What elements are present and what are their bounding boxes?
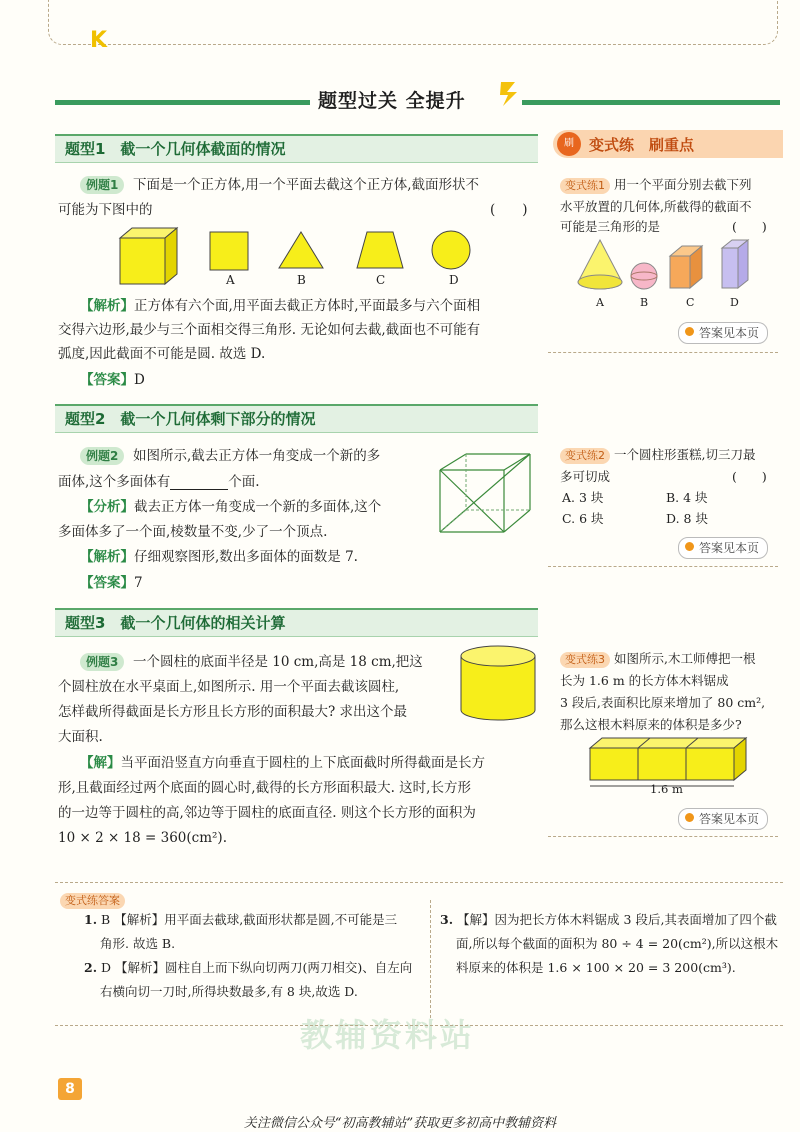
section-header-1: 题型1 截一个几何体截面的情况	[55, 134, 538, 163]
section-header-2: 题型2 截一个几何体剩下部分的情况	[55, 404, 538, 433]
ex1-jiexi-3: 弧度,因此截面不可能是圆. 故选 D.	[58, 346, 266, 362]
page-number: 8	[58, 1078, 82, 1100]
pin-icon	[685, 813, 694, 822]
cone-figure	[578, 240, 622, 289]
ex2-tag: 例题2	[80, 447, 124, 465]
v2-opt-d: D. 8 块	[666, 511, 708, 526]
side-header: 刷 变式练 刷重点	[553, 130, 783, 158]
ex3-jie-2: 形,且截面经过两个底面的圆心时,截得的长方形面积最大. 这时,长方形	[58, 780, 471, 796]
v3-tag: 变式练3	[560, 652, 610, 668]
answer-2-line2: 右横向切一刀时,所得块数最多,有 8 块,故选 D.	[100, 984, 358, 999]
ex1-label-a: A	[226, 273, 235, 287]
answer-3-line1: 3. 【解】因为把长方体木料锯成 3 段后,其表面增加了四个截	[440, 912, 777, 927]
ex3-jie-1: 【解】当平面沿竖直方向垂直于圆柱的上下底面截时所得截面是长方	[80, 755, 485, 771]
ex3-line2: 个圆柱放在水平桌面上,如图所示. 用一个平面去截该圆柱,	[58, 679, 400, 695]
triangle-figure	[279, 232, 323, 268]
v1-label-a: A	[596, 296, 604, 309]
lightning-icon	[497, 80, 521, 108]
ex2-blank	[170, 475, 228, 490]
v2-opt-b: B. 4 块	[666, 490, 708, 505]
v3-length-label: 1.6 m	[650, 782, 683, 796]
ex3-line4: 大面积.	[58, 729, 103, 745]
ex2-answer: 【答案】7	[80, 575, 143, 591]
v1-line2: 水平放置的几何体,所截得的截面不	[560, 199, 752, 214]
ex1-label-c: C	[376, 273, 386, 287]
ex1-label-d: D	[449, 273, 459, 287]
top-frame	[48, 0, 778, 45]
ex1-jiexi-2: 交得六边形,最少与三个面相交得三角形. 无论如何去截,截面也不可能有	[58, 322, 481, 338]
answer-3-line3: 料原来的体积是 1.6 × 100 × 20 = 3 200(cm³).	[456, 960, 736, 975]
v1-answer-button[interactable]: 答案见本页	[678, 322, 768, 344]
v2-opt-a: A. 3 块	[562, 490, 604, 505]
answer-1-line2: 角形. 故选 B.	[100, 936, 176, 951]
v2-answer-button[interactable]: 答案见本页	[678, 537, 768, 559]
answer-2-line1: 2. D 【解析】圆柱自上而下纵向切两刀(两刀相交)、自左向	[84, 960, 413, 975]
circle-figure	[432, 231, 470, 269]
ex1-answer: 【答案】D	[80, 372, 145, 388]
ex2-jiexi: 【解析】仔细观察图形,数出多面体的面数是 7.	[80, 549, 358, 565]
ex2-line2: 面体,这个多面体有 个面.	[58, 474, 260, 490]
side-divider-1	[548, 352, 778, 353]
section-header-3: 题型3 截一个几何体的相关计算	[55, 608, 538, 637]
v2-line1: 变式练2 一个圆柱形蛋糕,切三刀最	[560, 444, 755, 466]
ex3-jie-4: 10 × 2 × 18 = 360(cm²).	[58, 830, 227, 846]
watermark: 教辅资料站	[300, 1016, 476, 1054]
v1-label-b: B	[640, 296, 649, 309]
ex3-line1: 例题3 一个圆柱的底面半径是 10 cm,高是 18 cm,把这	[80, 650, 423, 674]
ex3-tag: 例题3	[80, 653, 124, 671]
banner-line-left	[55, 100, 310, 105]
ex3-jie-3: 的一边等于圆柱的高,邻边等于圆柱的底面直径. 则这个长方形的面积为	[58, 805, 476, 821]
square-figure	[210, 232, 248, 270]
v3-line1: 变式练3 如图所示,木工师傅把一根	[560, 648, 755, 670]
ex2-fenxi-1: 【分析】截去正方体一角变成一个新的多面体,这个	[80, 499, 382, 515]
answers-tag: 变式练答案	[60, 892, 125, 909]
v2-opt-c: C. 6 块	[562, 511, 604, 526]
v1-paren: ( )	[732, 219, 767, 234]
answers-divider	[430, 900, 431, 1018]
v3-line4: 那么这根木料原来的体积是多少?	[560, 717, 742, 732]
trapezoid-figure	[357, 232, 403, 268]
ex2-cut-cube-figure	[432, 452, 538, 540]
v1-label-d: D	[730, 296, 739, 309]
ex1-tag: 例题1	[80, 176, 124, 194]
answer-1-line1: 1. B 【解析】用平面去截球,截面形状都是圆,不可能是三	[84, 912, 398, 927]
v2-paren: ( )	[732, 469, 767, 484]
ex2-line1: 例题2 如图所示,截去正方体一角变成一个新的多	[80, 444, 380, 468]
ex1-line1: 例题1 下面是一个正方体,用一个平面去截这个正方体,截面形状不	[80, 173, 479, 197]
pin-icon	[685, 542, 694, 551]
ex3-line3: 怎样截所得截面是长方形且长方形的面积最大? 求出这个最	[58, 704, 408, 720]
pin-icon	[685, 327, 694, 336]
ex1-line2: 可能为下图中的	[58, 202, 153, 218]
ex1-paren: ( )	[490, 202, 528, 218]
v3-line3: 3 段后,表面积比原来增加了 80 cm²,	[560, 695, 766, 710]
cuboid-figure	[722, 240, 748, 288]
ex1-label-b: B	[297, 273, 306, 287]
v1-figures	[572, 238, 758, 294]
sphere-figure	[631, 263, 657, 289]
v1-tag: 变式练1	[560, 178, 610, 194]
v1-line3: 可能是三角形的是	[560, 219, 661, 234]
brand-logo: K	[90, 28, 110, 53]
cube-figure	[120, 228, 177, 284]
v2-line2: 多可切成	[560, 469, 611, 484]
v1-line1: 变式练1 用一个平面分别去截下列	[560, 174, 752, 196]
ex3-cylinder-figure	[458, 642, 538, 724]
v3-line2: 长为 1.6 m 的长方体木料锯成	[560, 673, 729, 688]
banner-title: 题型过关 全提升	[318, 90, 466, 112]
side-divider-3	[548, 836, 778, 837]
ex1-jiexi-1: 【解析】正方体有六个面,用平面去截正方体时,平面最多与六个面相	[80, 298, 481, 314]
ex2-fenxi-2: 多面体多了一个面,棱数量不变,少了一个顶点.	[58, 524, 328, 540]
banner-line-right	[522, 100, 780, 105]
brush-icon: 刷	[557, 132, 581, 156]
side-divider-2	[548, 566, 778, 567]
answer-3-line2: 面,所以每个截面的面积为 80 ÷ 4 = 20(cm²),所以这根木	[456, 936, 779, 951]
v2-tag: 变式练2	[560, 448, 610, 464]
footer-note: 关注微信公众号“初高教辅站”获取更多初高中教辅资料	[243, 1116, 557, 1131]
v1-label-c: C	[686, 296, 695, 309]
v3-answer-button[interactable]: 答案见本页	[678, 808, 768, 830]
prism-figure	[670, 246, 702, 288]
